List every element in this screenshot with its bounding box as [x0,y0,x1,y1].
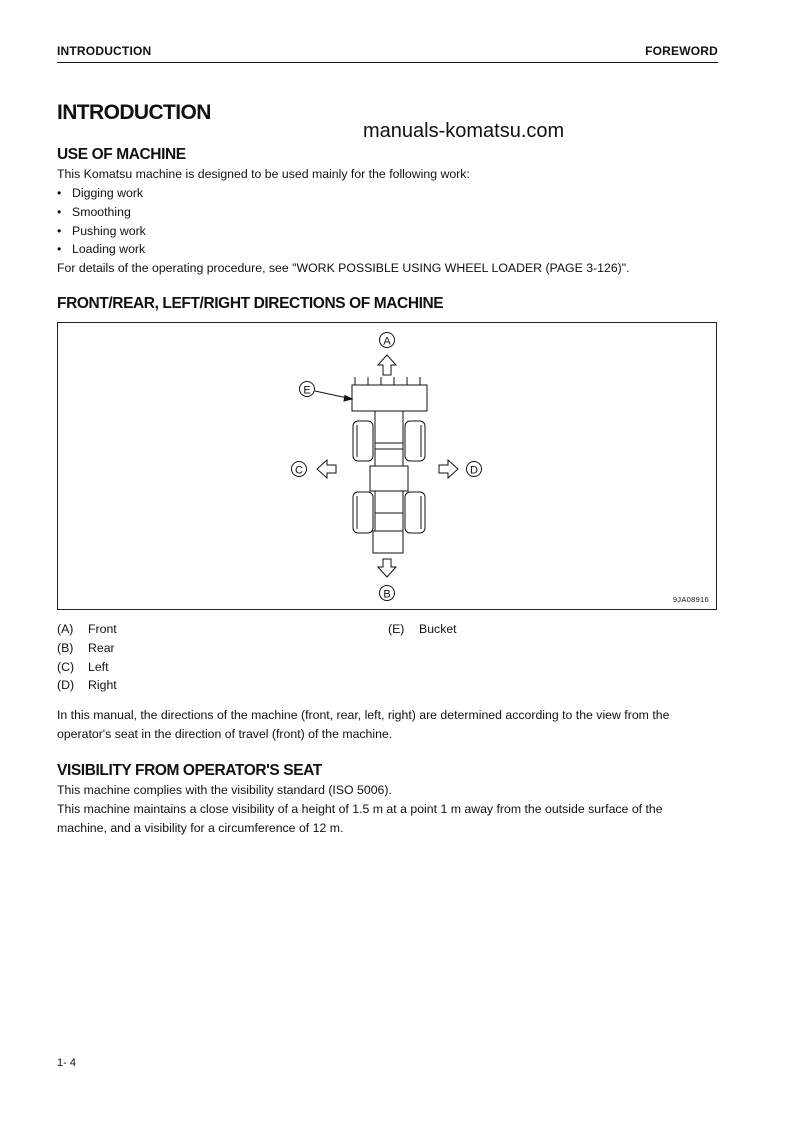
callout-label-left: C [295,464,303,477]
header-rule [57,62,718,63]
arrow-left-icon [317,460,336,478]
callout-label-bucket: E [303,384,311,397]
list-item: • Digging work [57,186,144,200]
bucket-shape [352,385,427,411]
list-item: (A) Front [57,622,117,636]
directions-heading: FRONT/REAR, LEFT/RIGHT DIRECTIONS OF MACHINE [57,295,444,312]
machine-directions-figure [57,322,717,610]
wheel-loader-diagram [58,323,716,609]
running-header-chapter: FOREWORD [645,44,718,58]
callout-label-right: D [470,464,478,477]
callout-label-rear: B [383,588,391,601]
directions-note-line-2: operator's seat in the direction of travel (front) of the machine. [57,727,393,741]
tire-front-left [353,421,373,461]
list-item: • Smoothing [57,204,131,219]
figure-legend-right [388,620,457,639]
figure-legend-left [57,620,117,695]
list-item: (D) Right [57,678,117,693]
visibility-detail-line-2: machine, and a visibility for a circumference of 12 m. [57,821,344,835]
counterweight [373,531,403,553]
running-header-section: INTRODUCTION [57,44,152,58]
work-list [57,184,146,259]
operating-procedure-reference: For details of the operating procedure, see "WORK POSSIBLE USING WHEEL LOADER (PAGE 3-126)". [57,261,630,275]
list-item: (C) Left [57,659,109,674]
use-of-machine-intro: This Komatsu machine is designed to be used mainly for the following work: [57,167,470,181]
use-of-machine-heading: USE OF MACHINE [57,146,186,163]
page-number: 1- 4 [57,1057,76,1069]
tire-rear-left [353,492,373,533]
callout-label-front: A [383,335,391,348]
tire-rear-right [405,492,425,533]
page-title: INTRODUCTION [57,101,211,124]
articulation-section [370,466,408,491]
list-item: (E) Bucket [388,622,457,636]
leader-arrowhead [344,396,352,402]
tire-front-right [405,421,425,461]
watermark-text: manuals-komatsu.com [363,120,565,142]
arrow-right-icon [439,460,458,478]
rear-frame [375,491,403,531]
list-item: (B) Rear [57,640,115,655]
arrow-up-icon [378,355,396,375]
figure-code: 9JA08916 [672,595,709,604]
front-frame [375,411,403,466]
directions-note-line-1: In this manual, the directions of the machine (front, rear, left, right) are determined according to the view from the [57,708,670,722]
visibility-heading: VISIBILITY FROM OPERATOR'S SEAT [57,762,322,779]
visibility-detail-line-1: This machine maintains a close visibility of a height of 1.5 m at a point 1 m away from the outside surface of the [57,802,663,816]
visibility-standard-text: This machine complies with the visibility standard (ISO 5006). [57,783,392,797]
list-item: • Pushing work [57,223,146,238]
list-item: • Loading work [57,242,146,257]
arrow-down-icon [378,559,396,577]
